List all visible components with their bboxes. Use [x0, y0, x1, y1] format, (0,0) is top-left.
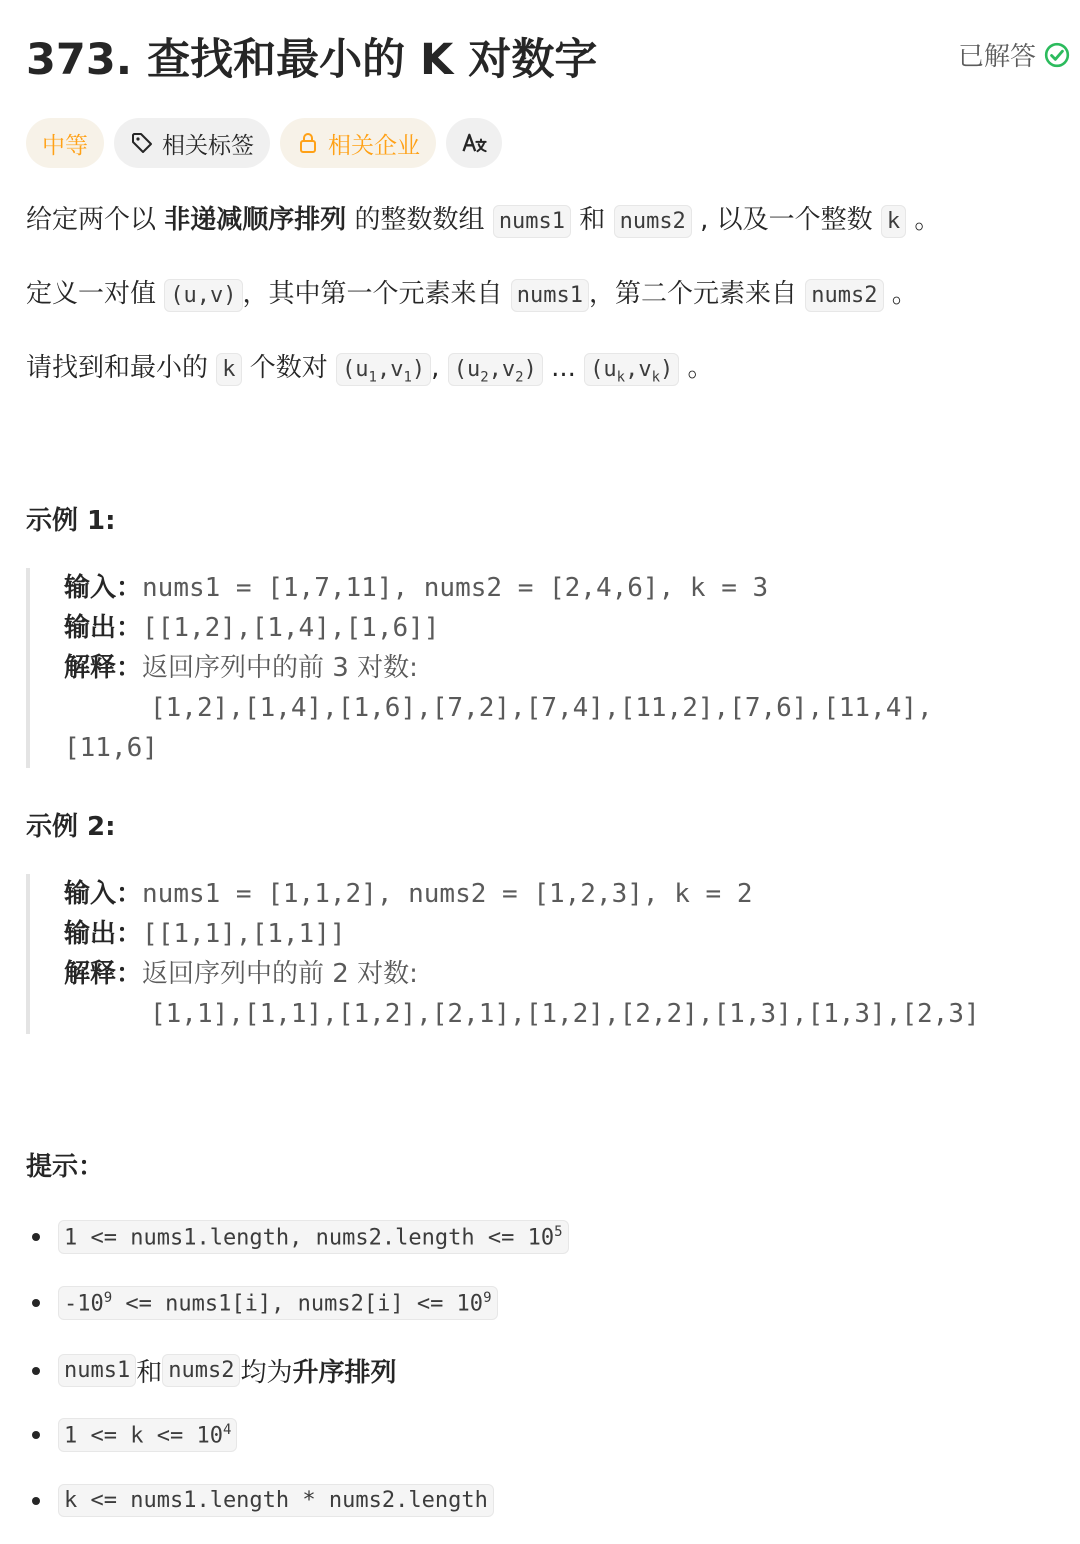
topics-tag-label: 相关标签: [162, 132, 254, 159]
code-nums1: nums1: [493, 205, 571, 238]
solved-status[interactable]: [958, 36, 1070, 73]
output-value: [[1,1],[1,1]]: [142, 919, 346, 949]
input-label: 输入：: [64, 879, 143, 909]
code-pair: (u,v): [164, 279, 242, 312]
text: 。: [883, 279, 918, 309]
solved-label: 已解答: [957, 42, 1036, 72]
text: 的整数数组: [346, 205, 493, 235]
text: ...: [542, 353, 585, 383]
explain-sequence-cont: [11,6]: [64, 733, 158, 763]
hint-item: [26, 1352, 397, 1389]
bullet-icon: [32, 1367, 40, 1375]
output-label: 输出：: [64, 613, 143, 643]
code-k: k: [216, 353, 241, 386]
hints-heading: 提示：: [26, 1152, 105, 1182]
text: 和: [571, 205, 614, 235]
description-p3: [26, 348, 714, 397]
tag-icon: [130, 131, 154, 155]
code-nums2: nums2: [805, 279, 883, 312]
text: ，其中第一个元素来自: [242, 279, 511, 309]
hint-code: $-10^9$ <= nums1[i], nums2[i] <= $10^9$: [58, 1286, 498, 1320]
translate-button[interactable]: [446, 118, 502, 168]
problem-title: 373. 查找和最小的 K 对数字: [26, 35, 598, 85]
example-2-heading: 示例 2:: [26, 812, 116, 842]
code-k: k: [881, 205, 906, 238]
hint-item: [26, 1418, 237, 1452]
description-p1: [26, 200, 940, 242]
text: 。: [906, 205, 941, 235]
translate-icon: [460, 129, 488, 157]
text: 定义一对值: [26, 279, 165, 309]
example-1-block: [26, 568, 1056, 768]
code-pair-2: $(u_2,v_2)$: [448, 353, 543, 386]
code-pair-k: $(u_k,v_k)$: [584, 353, 679, 386]
difficulty-badge[interactable]: [26, 118, 104, 168]
text: ,: [431, 353, 448, 383]
bullet-icon: [32, 1497, 40, 1505]
text: 给定两个以: [26, 205, 165, 235]
tag-bar: [26, 118, 502, 168]
topics-tag-button[interactable]: [114, 118, 270, 168]
hint-code: k <= nums1.length * nums2.length: [58, 1484, 494, 1517]
text: ，第二个元素来自: [589, 279, 806, 309]
input-value: nums1 = [1,7,11], nums2 = [2,4,6], k = 3: [142, 573, 769, 603]
code-nums1: nums1: [511, 279, 589, 312]
example-1-heading: 示例 1:: [26, 506, 116, 536]
text: 和: [136, 1358, 163, 1388]
code-nums2: nums2: [162, 1354, 240, 1387]
bullet-icon: [32, 1431, 40, 1439]
bold-text: 非递减顺序排列: [164, 205, 347, 235]
input-label: 输入：: [64, 573, 143, 603]
bullet-icon: [32, 1299, 40, 1307]
lock-icon: [296, 131, 320, 155]
hint-item: [26, 1286, 498, 1320]
description-p2: [26, 274, 918, 316]
companies-tag-label: 相关企业: [328, 132, 420, 159]
companies-tag-button[interactable]: [280, 118, 436, 168]
code-nums2: nums2: [614, 205, 692, 238]
input-value: nums1 = [1,1,2], nums2 = [1,2,3], k = 2: [142, 879, 753, 909]
explain-label: 解释：: [64, 959, 143, 989]
text: 均为: [240, 1358, 293, 1388]
code-nums1: nums1: [58, 1354, 136, 1387]
text: 个数对: [241, 353, 337, 383]
bullet-icon: [32, 1233, 40, 1241]
explain-sequence: [1,1],[1,1],[1,2],[2,1],[1,2],[2,2],[1,3],[1,3],[2,3]: [150, 999, 980, 1029]
explain-text: 返回序列中的前 3 对数:: [142, 653, 418, 683]
difficulty-label: 中等: [42, 132, 88, 159]
text: , 以及一个整数: [691, 205, 881, 235]
output-label: 输出：: [64, 919, 143, 949]
hint-item: [26, 1484, 494, 1517]
text: 请找到和最小的: [26, 353, 217, 383]
check-circle-icon: [1044, 42, 1070, 68]
output-value: [[1,2],[1,4],[1,6]]: [142, 613, 440, 643]
title-row: [26, 26, 1070, 86]
explain-text: 返回序列中的前 2 对数:: [142, 959, 418, 989]
bold-text: 升序排列: [292, 1358, 397, 1388]
hint-code: $1 <= k <= 10^4$: [58, 1418, 237, 1452]
code-pair-1: $(u_1,v_1)$: [336, 353, 431, 386]
text: 。: [679, 353, 714, 383]
hint-code: 1 <= nums1.length, nums2.length <= $10^5$: [58, 1220, 569, 1254]
example-2-block: [26, 874, 1056, 1034]
hint-item: [26, 1220, 569, 1254]
explain-label: 解释：: [64, 653, 143, 683]
explain-sequence: [1,2],[1,4],[1,6],[7,2],[7,4],[11,2],[7,6],[11,4],: [150, 693, 933, 723]
